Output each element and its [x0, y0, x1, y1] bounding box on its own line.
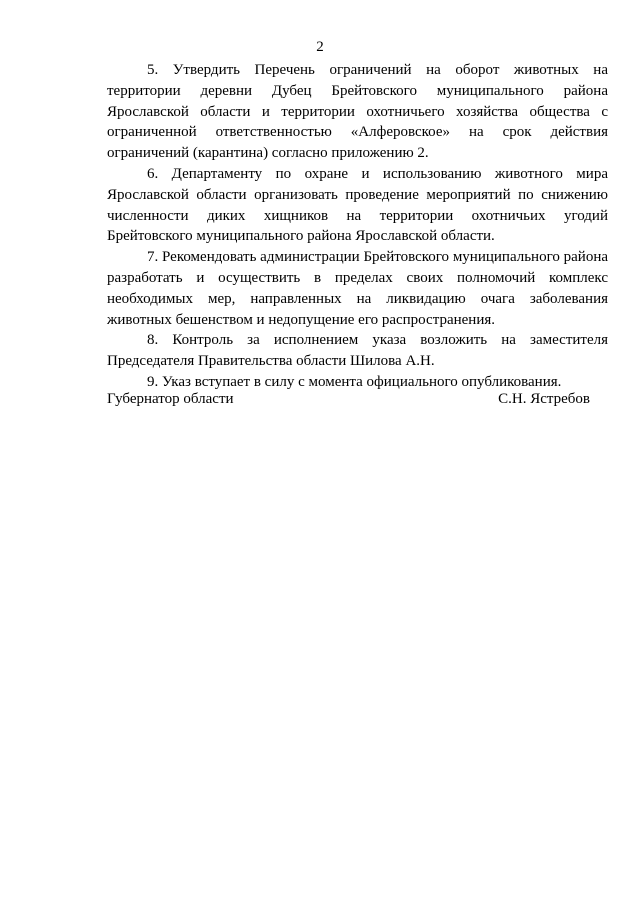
paragraph-item-5: 5. Утвердить Перечень ограничений на оборот животных на территории деревни Дубец Брейтовского муниципального района Ярославской области и территории охотничьего хозяйства общества с ограниченной ответственностью «Алферовское» на срок действия ограничений (карантина) согласно приложению 2.	[107, 62, 608, 162]
paragraph-item-8: 8. Контроль за исполнением указа возложить на заместителя Председателя Правительства области Шилова А.Н.	[107, 332, 608, 370]
signatory-position: Губернатор области	[107, 391, 234, 407]
page-number: 2	[316, 39, 324, 55]
document-body	[107, 60, 608, 393]
paragraph-item-7: 7. Рекомендовать администрации Брейтовского муниципального района разработать и осуществить в пределах своих полномочий комплекс необходимых мер, направленных на ликвидацию очага заболевания животных бешенством и недопущение его распространения.	[107, 249, 608, 328]
paragraph-item-9: 9. Указ вступает в силу с момента официального опубликования.	[147, 373, 562, 390]
signature-block	[107, 389, 590, 409]
paragraph-item-6: 6. Департаменту по охране и использованию животного мира Ярославской области организовать проведение мероприятий по снижению численности диких хищников на территории охотничьих угодий Брейтовского муниципального района Ярославской области.	[107, 165, 608, 245]
signatory-name: С.Н. Ястребов	[498, 391, 590, 407]
